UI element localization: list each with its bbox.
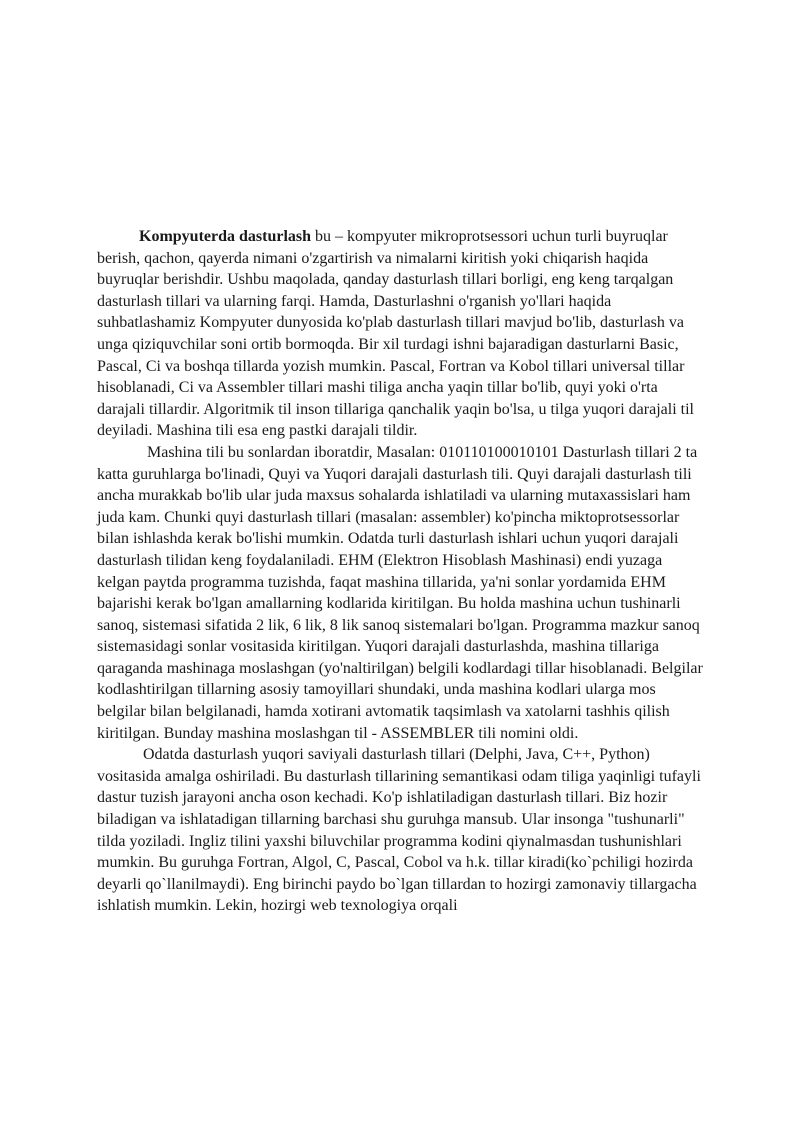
paragraph-machine-language: Mashina tili bu sonlardan iboratdir, Masalan: 010110100010101 Dasturlash tillari 2 ta katta guruhlarga bo'linadi, Quyi va Yuqori darajali dasturlash tili. Quyi darajali dasturlash tili ancha murakkab bo'lib ular juda maxsus sohalarda ishlatiladi va ularning mutaxassislari ham juda kam. Chunki quyi dasturlash tillari (masalan: assembler) ko'pincha miktoprotsessorlar bilan ishlashda kerak bo'lishi mumkin. Odatda turli dasturlash ishlari uchun yuqori darajali dasturlash tilidan keng foydalaniladi. EHM (Elektron Hisoblash Mashinasi) endi yuzaga kelgan paytda programma tuzishda, faqat mashina tillarida, ya'ni sonlar yordamida EHM bajarishi kerak bo'lgan amallarning kodlarida kiritilgan. Bu holda mashina uchun tushinarli sanoq, sistemasi sifatida 2 lik, 6 lik, 8 lik sanoq sistemalari bo'lgan. Programma mazkur sanoq sistemasidagi sonlar vositasida kiritilgan. Yuqori darajali dasturlashda, mashina tillariga qaraganda mashinaga moslashgan (yo'naltirilgan) belgili kodlardagi tillar hisoblanadi. Belgilar kodlashtirilgan tillarning asosiy tamoyillari shundaki, unda mashina kodlari ularga mos belgilar bilan belgilanadi, hamda xotirani avtomatik taqsimlash va xatolarni tashhis qilish kiritilgan. Bunday mashina moslashgan til - ASSEMBLER tili nomini oldi. [97,443,703,742]
paragraph-high-level-languages: Odatda dasturlash yuqori saviyali dasturlash tillari (Delphi, Java, C++, Python) vositasida amalga oshiriladi. Bu dasturlash tillarining semantikasi odam tiliga yaqinligi tufayli dastur tuzish jarayoni ancha oson kechadi. Ko'p ishlatiladigan dasturlash tillari. Biz hozir biladigan va ishlatadigan tillarning barchasi shu guruhga mansub. Ular insonga "tushunarli" tilda yoziladi. Ingliz tilini yaxshi biluvchilar programma kodini qiynalmasdan tushunishlari mumkin. Bu guruhga Fortran, Algol, C, Pascal, Cobol va h.k. tillar kiradi(ko`pchiligi hozirda deyarli qo`llanilmaydi). Eng birinchi paydo bo`lgan tillardan to hozirgi zamonaviy tillargacha ishlatish mumkin. Lekin, hozirgi web texnologiya orqali [97,746,701,915]
document-page [97,226,703,917]
intro-bold-term: Kompyuterda dasturlash [139,228,312,245]
intro-text: bu – kompyuter mikroprotsessori uchun turli buyruqlar berish, qachon, qayerda nimani o'zgartirish va nimalarni kiritish yoki chiqarish haqida buyruqlar berishdir. Ushbu maqolada, qanday dasturlash tillari borligi, eng keng tarqalgan dasturlash tillari va ularning farqi. Hamda, Dasturlashni o'rganish yo'llari haqida suhbatlashamiz Kompyuter dunyosida ko'plab dasturlash tillari mavjud bo'lib, dasturlash va unga qiziquvchilar soni ortib bormoqda. Bir xil turdagi ishni bajaradigan dasturlarni Basic, Pascal, Ci va boshqa tillarda yozish mumkin. Pascal, Fortran va Kobol tillari universal tillar hisoblanadi, Ci va Assembler tillari mashi tiliga ancha yaqin tillar bo'lib, quyi yoki o'rta darajali tillardir. Algoritmik til inson tillariga qanchalik yaqin bo'lsa, u tilga yuqori darajali til deyiladi. Mashina tili esa eng pastki darajali tildir. [97,228,694,440]
paragraph-intro [97,226,703,442]
